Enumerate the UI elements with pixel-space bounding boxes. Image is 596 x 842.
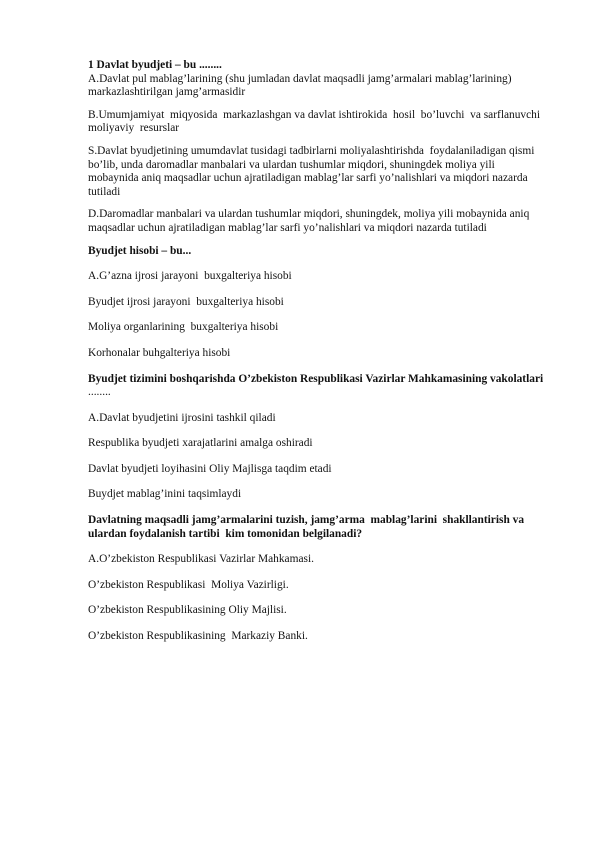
question-4-option-a: A.O’zbekiston Respublikasi Vazirlar Mahkamasi. <box>88 553 314 566</box>
question-1-option-b: B.Umumjamiyat miqyosida markazlashgan va davlat ishtirokida hosil bo’luvchi va sarflanuvchi moliyaviy resurslar <box>88 108 543 135</box>
question-3-title-bold: Byudjet tizimini boshqarishda O’zbekiston Respublikasi Vazirlar Mahkamasining vakolatlari <box>88 372 544 385</box>
question-4-option-b: O’zbekiston Respublikasi Moliya Vazirligi. <box>88 578 289 591</box>
question-3-option-d: Buydjet mablag’inini taqsimlaydi <box>88 488 242 501</box>
question-3-title-tail: ........ <box>88 372 547 399</box>
question-1-title: 1 Davlat byudjeti – bu ........ <box>88 59 222 71</box>
question-1-option-d: D.Daromadlar manbalari va ulardan tushumlar miqdori, shuningdek, moliya yili mobaynida aniq maqsadlar uchun ajratiladigan mablag’lar sarfi yo’nalishlari va miqdori nazarda tutiladi <box>88 208 533 234</box>
question-4-option-d: O’zbekiston Respublikasining Markaziy Banki. <box>88 630 308 643</box>
question-2-option-b: Byudjet ijrosi jarayoni buxgalteriya hisobi <box>88 295 284 308</box>
question-3-option-b: Respublika byudjeti xarajatlarini amalga oshiradi <box>88 437 313 450</box>
question-4-option-c: O’zbekiston Respublikasining Oliy Majlisi. <box>88 604 287 617</box>
question-2-option-d: Korhonalar buhgalteriya hisobi <box>88 346 231 359</box>
document-content <box>88 59 548 644</box>
question-3-option-c: Davlat byudjeti loyihasini Oliy Majlisga taqdim etadi <box>88 462 332 475</box>
question-2-option-a: A.G’azna ijrosi jarayoni buxgalteriya hisobi <box>88 270 292 283</box>
question-2-title: Byudjet hisobi – bu... <box>88 244 192 257</box>
question-3-option-a: A.Davlat byudjetini ijrosini tashkil qiladi <box>88 411 276 424</box>
question-1-option-c: S.Davlat byudjetining umumdavlat tusidagi tadbirlarni moliyalashtirishda foydalaniladigan qismi bo’lib, unda daromadlar manbalari va ulardan tushumlar miqdori, shuningdek moliya yili mobaynida aniq maqsadlar uchun ajratiladigan mablag’lar sarfi yo’nalishlari va miqdori nazarda tutiladi <box>88 144 538 198</box>
question-4-title: Davlatning maqsadli jamg’armalarini tuzish, jamg’arma mablag’larini shakllantirish va ulardan foydalanish tartibi kim tomonidan belgilanadi? <box>88 514 527 540</box>
question-1-option-a: A.Davlat pul mablag’larining (shu jumladan davlat maqsadli jamg’armalari mablag’larining) markazlashtirilgan jamg’armasidir <box>88 72 515 99</box>
question-2-option-c: Moliya organlarining buxgalteriya hisobi <box>88 321 279 334</box>
question-3-title <box>88 373 548 400</box>
